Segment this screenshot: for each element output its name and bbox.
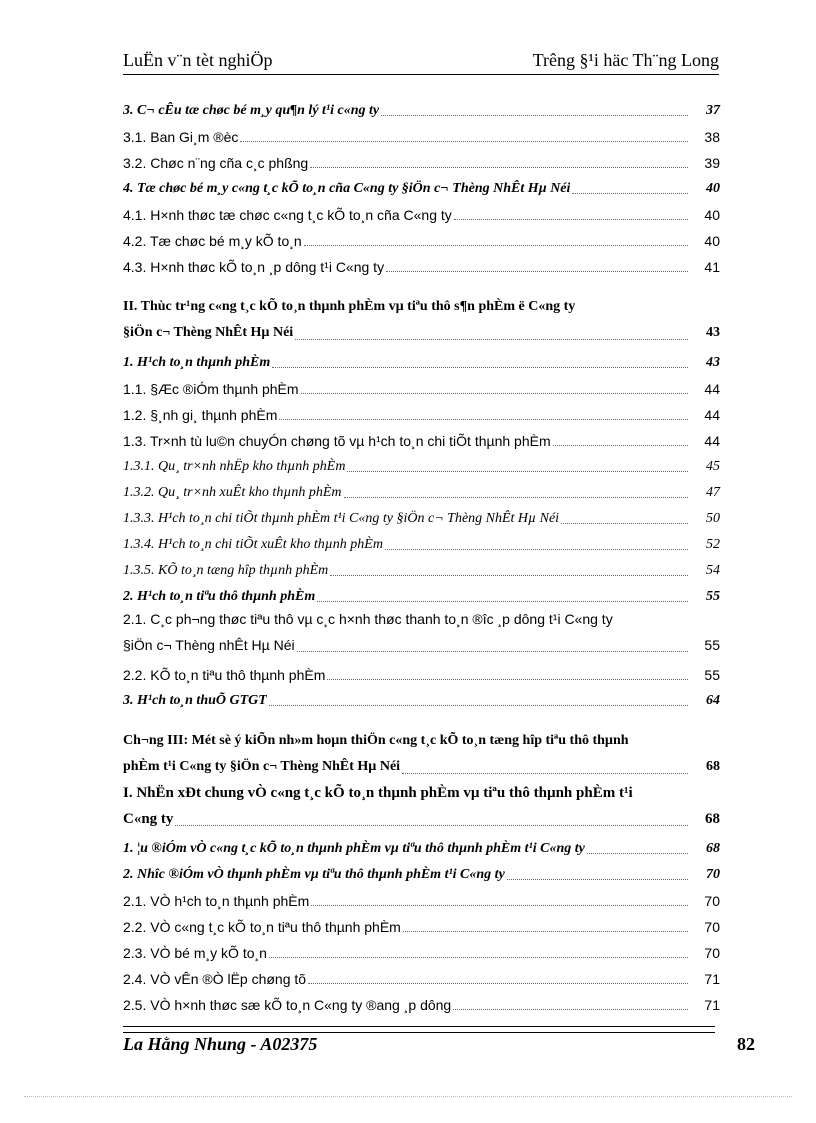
toc-entry xyxy=(123,476,720,502)
toc-entry-text: 1. ¦u ®iÓm vÒ c«ng t¸c kÕ to¸n thµnh phÈm vµ tiªu thô thµnh phÈm t¹i C«ng ty xyxy=(123,841,585,856)
toc-leader-dots xyxy=(269,956,688,958)
toc-page-number: 68 xyxy=(706,841,720,856)
toc-leader-dots xyxy=(561,522,688,524)
toc-entry xyxy=(123,250,720,276)
toc-leader-dots xyxy=(347,470,688,472)
toc-page-number: 41 xyxy=(704,259,720,275)
toc-page-number: 55 xyxy=(704,637,720,653)
toc-leader-dots xyxy=(269,704,688,706)
toc-entry-text: 3. C¬ cÊu tæ chøc bé m¸y qu¶n lý t¹i c«ng ty xyxy=(123,103,380,118)
toc-leader-dots xyxy=(304,244,688,246)
toc-leader-dots xyxy=(327,678,688,680)
toc-group-1 xyxy=(123,94,720,276)
toc-leader-dots xyxy=(453,1008,688,1010)
toc-page-number: 50 xyxy=(706,511,720,526)
toc-entry-text: 1.3.1. Qu¸ tr×nh nhËp kho thµnh phÈm xyxy=(123,459,346,474)
toc-entry-text: 3. H¹ch to¸n thuÕ GTGT xyxy=(123,693,267,708)
toc-entry xyxy=(123,502,720,528)
toc-entry xyxy=(123,658,720,684)
toc-page-number: 70 xyxy=(706,867,720,882)
toc-entry-text: 2. H¹ch to¸n tiªu thô thµnh phÈm xyxy=(123,589,316,604)
toc-page-number: 71 xyxy=(704,997,720,1013)
toc-entry-text: 2.4. VÒ vÊn ®Ò lËp chøng tõ xyxy=(123,971,307,987)
toc-entry xyxy=(123,398,720,424)
toc-leader-dots xyxy=(381,114,688,116)
toc-leader-dots xyxy=(403,930,688,932)
toc-entry-text: 1.3.2. Qu¸ tr×nh xuÊt kho thµnh phÈm xyxy=(123,485,342,500)
toc-entry-text: 1.3.5. KÕ to¸n tæng hîp thµnh phÈm xyxy=(123,563,329,578)
toc-page-number: 39 xyxy=(704,155,720,171)
toc-entry xyxy=(123,372,720,398)
toc-leader-dots xyxy=(279,418,688,420)
toc-entry-text: 3.2. Chøc n¨ng cña c¸c phßng xyxy=(123,155,309,171)
toc-entry-text: Ch¬ng III: Mét sè ý kiÕn nh»m hoµn thiÖn c«ng t¸c kÕ to¸n tæng hîp tiªu thô thµnh xyxy=(123,733,629,748)
toc-leader-dots xyxy=(240,140,688,142)
toc-leader-dots xyxy=(587,852,688,854)
toc-entry xyxy=(123,884,720,910)
toc-entry-text: 4. Tæ chøc bé m¸y c«ng t¸c kÕ to¸n cña C«ng ty §iÖn c¬ Thèng NhÊt Hµ Néi xyxy=(123,181,571,196)
toc-entry-text: 1.3.3. H¹ch to¸n chi tiÕt thµnh phÈm t¹i C«ng ty §iÖn c¬ Thèng NhÊt Hµ Néi xyxy=(123,511,560,526)
toc-entry-text: §iÖn c¬ Thèng NhÊt Hµ Néi xyxy=(123,325,294,340)
toc-page-number: 68 xyxy=(705,811,720,827)
toc-entry xyxy=(123,146,720,172)
toc-entry xyxy=(123,962,720,988)
toc-page-number: 38 xyxy=(704,129,720,145)
toc-entry-text: 1. H¹ch to¸n thµnh phÈm xyxy=(123,355,271,370)
toc-leader-dots xyxy=(507,878,688,880)
toc-entry-text: 4.2. Tæ chøc bé m¸y kÕ to¸n xyxy=(123,233,302,249)
toc-entry-text: 1.3. Tr×nh tù lu©n chuyÓn chøng tõ vµ h¹ch to¸n chi tiÕt thµnh phÈm xyxy=(123,433,551,449)
toc-entry-text: I. NhËn xÐt chung vÒ c«ng t¸c kÕ to¸n thµnh phÈm vµ tiªu thô thµnh phÈm t¹i xyxy=(123,785,633,801)
toc-leader-dots xyxy=(572,192,688,194)
toc-entry-text: 4.3. H×nh thøc kÕ to¸n ¸p dông t¹i C«ng ty xyxy=(123,259,385,275)
toc-page-number: 44 xyxy=(704,407,720,423)
toc-leader-dots xyxy=(272,366,688,368)
footer-author: La Hằng Nhung - A02375 xyxy=(123,1034,318,1054)
header-thesis-title: LuËn v¨n tèt nghiÖp xyxy=(123,50,273,70)
toc-group-2 xyxy=(123,346,720,606)
toc-page-number: 44 xyxy=(704,381,720,397)
toc-entry xyxy=(123,580,720,606)
toc-page-number: 68 xyxy=(706,759,720,774)
toc-page-number: 64 xyxy=(706,693,720,708)
toc-page-number: 40 xyxy=(704,207,720,223)
toc-page-number: 55 xyxy=(706,589,720,604)
toc-entry xyxy=(123,988,720,1014)
toc-entry xyxy=(123,936,720,962)
toc-entry xyxy=(123,198,720,224)
toc-entry xyxy=(123,554,720,580)
toc-section-2 xyxy=(123,294,720,346)
toc-chapter-3 xyxy=(123,728,720,780)
page-edge-rule xyxy=(24,1096,792,1098)
toc-leader-dots xyxy=(553,444,688,446)
toc-page-number: 47 xyxy=(706,485,720,500)
toc-page-number: 70 xyxy=(704,919,720,935)
toc-leader-dots xyxy=(454,218,688,220)
toc-entry-text: 2.5. VÒ h×nh thøc sæ kÕ to¸n C«ng ty ®ang ¸p dông xyxy=(123,997,452,1013)
toc-item-2-1 xyxy=(123,606,720,658)
table-of-contents xyxy=(123,94,720,1014)
toc-entry-text: §iÖn c¬ Thèng nhÊt Hµ Néi xyxy=(123,637,295,653)
toc-page-number: 37 xyxy=(706,103,720,118)
toc-entry xyxy=(123,450,720,476)
page-footer xyxy=(123,1034,755,1058)
toc-page-number: 54 xyxy=(706,563,720,578)
toc-page-number: 70 xyxy=(704,893,720,909)
toc-group-3 xyxy=(123,658,720,710)
toc-page-number: 43 xyxy=(706,325,720,340)
toc-entry-text: 1.3.4. H¹ch to¸n chi tiÕt xuÊt kho thµnh phÈm xyxy=(123,537,383,552)
toc-entry-text: 2.3. VÒ bé m¸y kÕ to¸n xyxy=(123,945,267,961)
toc-page-number: 52 xyxy=(706,537,720,552)
toc-page-number: 44 xyxy=(704,433,720,449)
toc-entry xyxy=(123,120,720,146)
toc-entry-text: 2. Nhîc ®iÓm vÒ thµnh phÈm vµ tiªu thô thµnh phÈm t¹i C«ng ty xyxy=(123,867,505,882)
toc-entry-text: 2.2. KÕ to¸n tiªu thô thµnh phÈm xyxy=(123,667,326,683)
toc-entry-text: 2.1. C¸c ph¬ng thøc tiªu thô vµ c¸c h×nh thøc thanh to¸n ®îc ¸p dông t¹i C«ng ty xyxy=(123,611,613,627)
toc-entry-text: II. Thùc tr¹ng c«ng t¸c kÕ to¸n thµnh phÈm vµ tiªu thô s¶n phÈm ë C«ng ty xyxy=(123,299,576,314)
toc-entry-text: 2.2. VÒ c«ng t¸c kÕ to¸n tiªu thô thµnh phÈm xyxy=(123,919,401,935)
footer-double-rule xyxy=(123,1026,715,1033)
toc-entry xyxy=(123,346,720,372)
toc-entry-text: C«ng ty xyxy=(123,811,174,827)
toc-leader-dots xyxy=(317,600,688,602)
toc-leader-dots xyxy=(311,904,688,906)
toc-entry xyxy=(123,528,720,554)
footer-page-number: 82 xyxy=(737,1034,755,1054)
header-university: Trêng §¹i häc Th¨ng Long xyxy=(532,50,719,70)
toc-entry-text: 1.1. §Æc ®iÓm thµnh phÈm xyxy=(123,381,299,397)
toc-leader-dots xyxy=(330,574,688,576)
toc-entry xyxy=(123,94,720,120)
toc-group-4 xyxy=(123,832,720,1014)
toc-leader-dots xyxy=(308,982,688,984)
toc-leader-dots xyxy=(386,270,688,272)
toc-entry xyxy=(123,858,720,884)
toc-page-number: 70 xyxy=(704,945,720,961)
toc-entry xyxy=(123,172,720,198)
toc-page-number: 45 xyxy=(706,459,720,474)
toc-page-number: 40 xyxy=(706,181,720,196)
toc-entry xyxy=(123,684,720,710)
toc-leader-dots xyxy=(301,392,688,394)
toc-entry-text: 4.1. H×nh thøc tæ chøc c«ng t¸c kÕ to¸n cña C«ng ty xyxy=(123,207,452,223)
toc-entry xyxy=(123,832,720,858)
toc-entry xyxy=(123,224,720,250)
toc-page-number: 40 xyxy=(704,233,720,249)
toc-entry xyxy=(123,424,720,450)
toc-page-number: 43 xyxy=(706,355,720,370)
toc-section-I xyxy=(123,780,720,832)
toc-entry xyxy=(123,910,720,936)
toc-entry-text: 1.2. §¸nh gi¸ thµnh phÈm xyxy=(123,407,278,423)
toc-leader-dots xyxy=(310,166,688,168)
toc-leader-dots xyxy=(385,548,688,550)
toc-leader-dots xyxy=(344,496,688,498)
toc-page-number: 55 xyxy=(704,667,720,683)
toc-entry-text: phÈm t¹i C«ng ty §iÖn c¬ Thèng NhÊt Hµ Néi xyxy=(123,759,401,774)
toc-entry-text: 3.1. Ban Gi¸m ®èc xyxy=(123,129,239,145)
page-header xyxy=(123,48,719,75)
toc-page-number: 71 xyxy=(704,971,720,987)
toc-entry-text: 2.1. VÒ h¹ch to¸n thµnh phÈm xyxy=(123,893,310,909)
